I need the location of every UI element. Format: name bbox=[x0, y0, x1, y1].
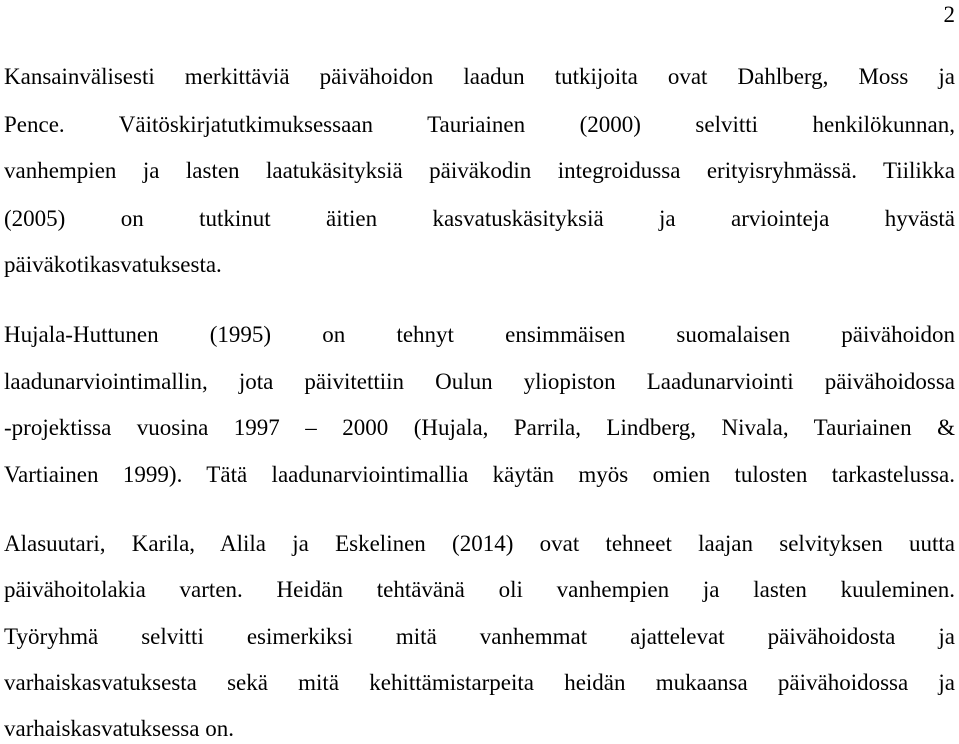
text-line: Pence. Väitöskirjatutkimuksessaan Tauriainen (2000) selvitti henkilökunnan, bbox=[4, 112, 955, 137]
text-line: Alasuutari, Karila, Alila ja Eskelinen (2014) ovat tehneet laajan selvityksen uutta bbox=[4, 531, 955, 556]
text-line: varhaiskasvatuksessa on. bbox=[4, 716, 234, 741]
text-line: Vartiainen 1999). Tätä laadunarviointimallia käytän myös omien tulosten tarkastelussa. bbox=[4, 462, 955, 487]
page-number: 2 bbox=[943, 2, 955, 27]
text-line: Työryhmä selvitti esimerkiksi mitä vanhemmat ajattelevat päivähoidosta ja bbox=[4, 624, 955, 649]
text-line: varhaiskasvatuksesta sekä mitä kehittämistarpeita heidän mukaansa päivähoidossa ja bbox=[4, 670, 955, 695]
text-line: -projektissa vuosina 1997 – 2000 (Hujala, Parrila, Lindberg, Nivala, Tauriainen & bbox=[4, 415, 955, 440]
text-line: Kansainvälisesti merkittäviä päivähoidon laadun tutkijoita ovat Dahlberg, Moss ja bbox=[4, 64, 955, 89]
text-line: laadunarviointimallin, jota päivitettiin Oulun yliopiston Laadunarviointi päivähoidossa bbox=[4, 369, 955, 394]
text-line: (2005) on tutkinut äitien kasvatuskäsityksiä ja arviointeja hyvästä bbox=[4, 206, 955, 231]
text-line: päiväkotikasvatuksesta. bbox=[4, 252, 222, 277]
text-line: Hujala-Huttunen (1995) on tehnyt ensimmäisen suomalaisen päivähoidon bbox=[4, 322, 955, 347]
text-line: vanhempien ja lasten laatukäsityksiä päiväkodin integroidussa erityisryhmässä. Tiilikka bbox=[4, 158, 955, 183]
text-line: päivähoitolakia varten. Heidän tehtävänä oli vanhempien ja lasten kuuleminen. bbox=[4, 577, 955, 602]
